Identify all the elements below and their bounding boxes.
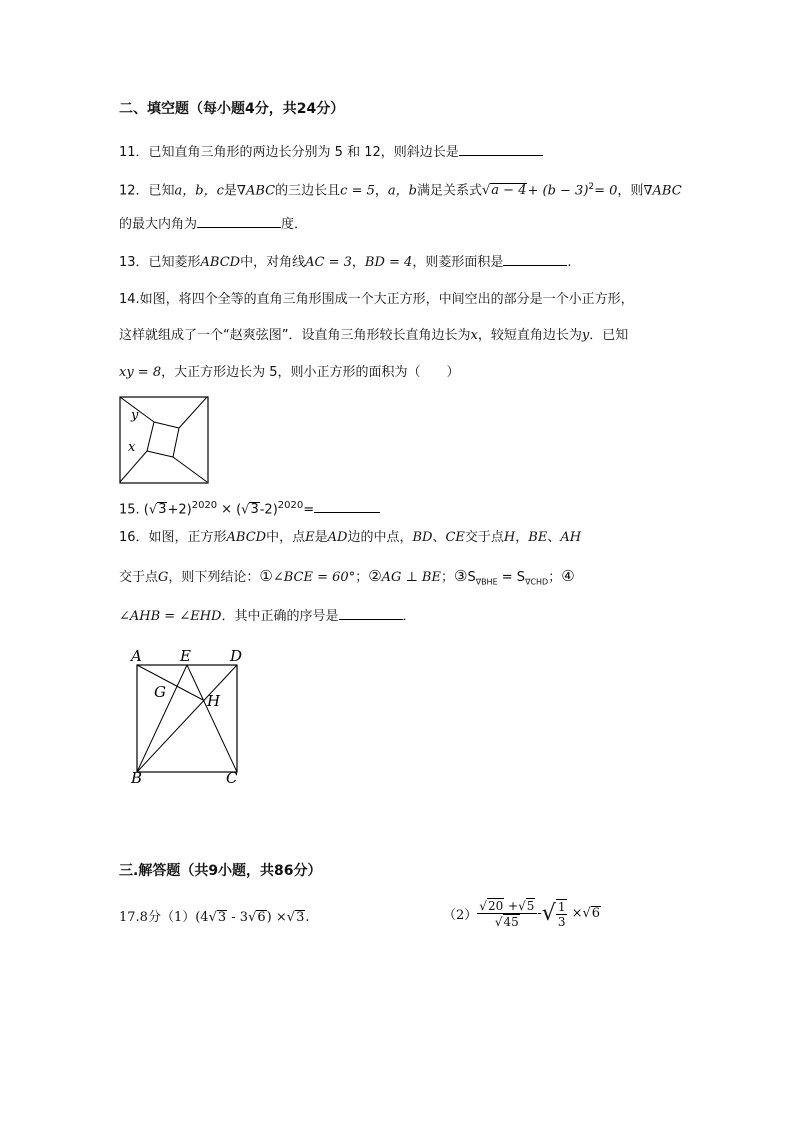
fig-label-d: D — [230, 647, 243, 665]
q16-c2: ② — [368, 567, 382, 585]
q12-eq0: = 0 — [594, 183, 618, 199]
q16-ad: AD — [327, 530, 348, 545]
q14-x: x — [470, 328, 478, 343]
q16-line1b: 中，点 — [266, 530, 306, 545]
triangle-edge-4 — [120, 451, 147, 482]
q17-n1: 20 — [487, 899, 504, 913]
q16-line2b: ，则下列结论： — [168, 570, 260, 585]
fig-label-c: C — [226, 769, 238, 785]
line-ah — [137, 665, 203, 700]
q15-r2: 3 — [250, 502, 259, 518]
q17-frac1-den: √45 — [494, 915, 519, 929]
inner-square — [147, 422, 179, 457]
q17-r2: 6 — [257, 910, 266, 925]
q17-r3: 3 — [296, 910, 305, 925]
q17-times: × — [567, 906, 583, 921]
q16-semi3: ； — [548, 570, 562, 585]
square-abcd-diagram — [125, 643, 255, 785]
q14-line2b: ，较短直角边长为 — [477, 328, 582, 343]
fig-label-a: A — [131, 647, 142, 665]
q12-p3: 的三边长且 — [275, 183, 341, 199]
q13-bd: BD = 4 — [364, 255, 413, 270]
q16-answer-blank[interactable] — [339, 606, 403, 620]
q13-p4: ，则菱形面积是 — [412, 255, 504, 270]
question-12-line-2 — [119, 214, 307, 234]
q13-p5: . — [567, 255, 572, 270]
line-ce — [187, 665, 237, 772]
question-17-part-1: 17.8分（1）(4√3 - 3√6) ×√3. — [119, 910, 310, 925]
q17-plus: + — [504, 899, 519, 913]
q16-be: BE — [528, 530, 548, 545]
q15-p1: 15. ( — [119, 502, 149, 518]
q12-p6: ，则 — [617, 183, 644, 199]
q16-line3c: ． — [402, 609, 416, 624]
q12-mid: + (b − 3) — [527, 183, 589, 199]
section-2-heading: 二、填空题（每小题4分，共24分） — [119, 101, 345, 117]
q16-c3t: S — [467, 570, 476, 585]
q17-r4-wrap: √6 — [582, 906, 601, 921]
q12-c-eq: c = 5 — [340, 183, 375, 199]
q16-c1t: ∠BCE = 60° — [272, 570, 356, 585]
question-15: 15. $(√3+2)^{2020} \times (√3-2)^{2020}=$ — [119, 497, 380, 519]
q12-line2-end: 度． — [281, 217, 308, 232]
fig-label-g: G — [154, 683, 166, 701]
q16-c3s2: ∇CHD — [525, 577, 549, 587]
triangle-edge-3 — [173, 457, 207, 482]
q13-abcd: ABCD — [200, 255, 241, 270]
line-bd — [137, 665, 237, 772]
q13-p2: 中，对角线 — [240, 255, 306, 270]
q16-c3s1: ∇BHE — [475, 577, 498, 587]
q14-line3: ，大正方形边长为 5，则小正方形的面积为（ ） — [161, 365, 460, 380]
zhao-shuang-diagram — [119, 396, 211, 486]
q15-e2: 2020 — [277, 500, 304, 511]
q15-e1: 2020 — [191, 500, 218, 511]
q16-bd: BD — [412, 530, 433, 545]
q12-triangle-2: ∇ABC — [643, 183, 682, 199]
q16-sep3: 、 — [547, 530, 561, 545]
q16-e: E — [305, 530, 315, 545]
q16-line1c: 是 — [314, 530, 328, 545]
q12-line2-start: 的最大内角为 — [119, 217, 198, 232]
question-17-part-2 — [443, 898, 601, 929]
question-14-line-1: 14.如图，将四个全等的直角三角形围成一个大正方形，中间空出的部分是一个小正方形， — [119, 292, 634, 307]
q12-p5: 满足关系式 — [416, 183, 482, 199]
q12-p2: 是 — [223, 183, 237, 199]
fig-label-h: H — [207, 692, 221, 710]
q11-text: 11．已知直角三角形的两边长分别为 5 和 12，则斜边长是 — [119, 145, 459, 160]
q11-answer-blank[interactable] — [459, 142, 543, 156]
question-13 — [119, 252, 571, 272]
q16-c2t: AG ⊥ BE — [381, 570, 441, 585]
q16-semi2: ； — [440, 570, 454, 585]
question-14-line-2 — [119, 327, 628, 345]
q16-ce: CE — [445, 530, 465, 545]
q15-p2: +2) — [167, 502, 192, 518]
q17-f-den: 3 — [557, 914, 566, 929]
q12-p4: ， — [374, 183, 388, 199]
q15-p5: = — [303, 502, 315, 518]
q13-p1: 13．已知菱形 — [119, 255, 201, 270]
q15-p4: -2) — [259, 502, 278, 518]
q16-sep2: ， — [515, 530, 529, 545]
q17-r1: 3 — [217, 910, 227, 925]
q16-c3eq: = S — [497, 570, 526, 585]
q16-abcd: ABCD — [226, 530, 267, 545]
q16-c4: ④ — [561, 567, 575, 585]
q14-line2a: 这样就组成了一个“赵爽弦图”．设直角三角形较长直角边长为 — [119, 328, 471, 343]
q13-p3: ， — [351, 255, 365, 270]
q12-triangle: ∇ABC — [236, 183, 276, 199]
question-16-line-2 — [119, 567, 575, 592]
q12-vars: a，b，c — [174, 183, 224, 199]
question-16-line-3 — [119, 606, 416, 626]
q14-y: y — [581, 328, 590, 343]
fig-label-b: B — [131, 769, 143, 785]
q17-minus: - — [537, 906, 542, 921]
q17-p1: 17.8分（1）(4 — [119, 910, 209, 925]
q16-ah: AH — [560, 530, 582, 545]
q17-n2: 5 — [526, 899, 535, 913]
q17-p4: . — [305, 910, 310, 925]
q13-answer-blank[interactable] — [503, 252, 567, 266]
q12-ab: a，b — [387, 183, 417, 199]
q16-line1d: 边的中点， — [347, 530, 413, 545]
q17-p5: （2） — [443, 908, 478, 923]
q15-p3: ( — [236, 502, 242, 518]
q16-g: G — [158, 570, 169, 585]
q17-d1: 45 — [503, 915, 519, 929]
q15-r1: 3 — [158, 502, 167, 518]
q17-frac1-num: √20 +√5 — [477, 898, 537, 914]
q16-semi1: ； — [355, 570, 369, 585]
q16-line1e: 交于点 — [464, 530, 504, 545]
q16-h: H — [503, 530, 516, 545]
question-14-line-3 — [119, 364, 460, 382]
q14-line2c: ．已知 — [589, 328, 629, 343]
q17-fraction-1 — [477, 898, 537, 929]
triangle-edge-2 — [179, 397, 207, 428]
q17-p2: - 3 — [227, 910, 249, 925]
fig-label-e: E — [180, 647, 191, 665]
q12-radical: √a − 4 — [481, 183, 527, 199]
q14-xy: xy = 8 — [119, 365, 162, 380]
q17-p3: ) × — [266, 910, 287, 925]
q16-line3b: ．其中正确的序号是 — [221, 609, 339, 624]
fig-label-y: y — [131, 408, 139, 423]
q12-answer-blank[interactable] — [197, 214, 281, 228]
question-12-line-1 — [119, 178, 682, 200]
q17-fraction-2 — [556, 899, 568, 929]
q12-sqrt-content: a − 4 — [491, 183, 527, 199]
q15-answer-blank[interactable] — [314, 499, 380, 513]
q12-exp: 2 — [588, 182, 595, 192]
q15-times: × — [221, 502, 233, 518]
question-11 — [119, 142, 543, 162]
q16-line2a: 交于点 — [119, 570, 159, 585]
q17-r4: 6 — [591, 906, 601, 921]
q16-line1a: 16．如图，正方形 — [119, 530, 227, 545]
q16-sep1: 、 — [432, 530, 446, 545]
q13-ac: AC = 3 — [305, 255, 352, 270]
line-be — [137, 665, 187, 772]
q17-radical-sign: √ — [541, 901, 556, 926]
q16-line3a: ∠AHB = ∠EHD — [119, 609, 222, 624]
section-3-heading: 三.解答题（共9小题，共86分） — [119, 863, 322, 879]
q16-c3: ③ — [454, 567, 468, 585]
question-16-line-1 — [119, 529, 581, 547]
q12-p1: 12．已知 — [119, 183, 175, 199]
q17-f-num: 1 — [557, 899, 566, 914]
q16-c1: ① — [259, 567, 273, 585]
fig-label-x: x — [128, 440, 136, 455]
